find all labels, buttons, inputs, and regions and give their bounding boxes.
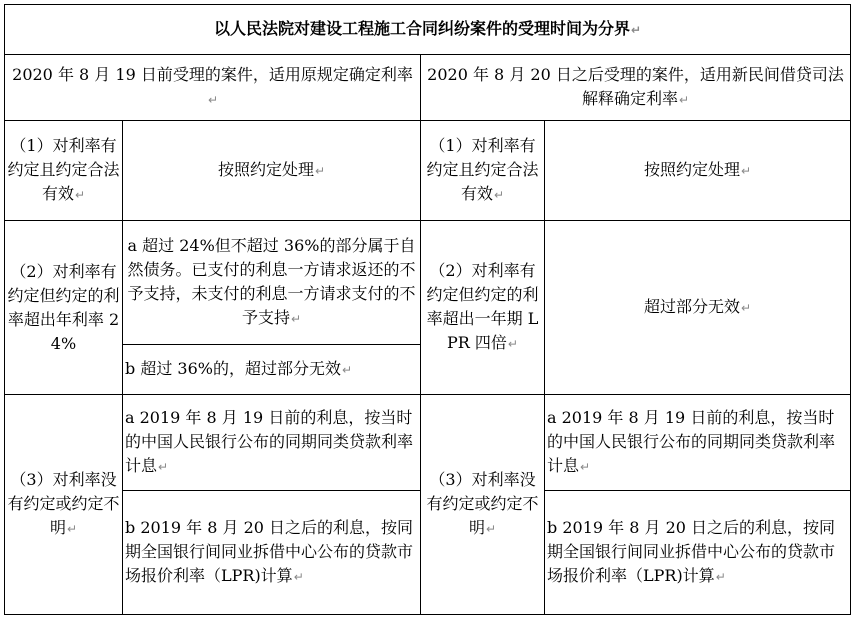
left-row3-b-text: b 2019 年 8 月 20 日之后的利息，按同期全国银行间同业拆借中心公布的贷款市场报价利率（LPR)计算 bbox=[125, 518, 414, 585]
left-row1-treatment-cell bbox=[123, 121, 421, 221]
left-row1-label: （1）对利率有约定且约定合法有效 bbox=[7, 136, 120, 203]
paragraph-mark-icon: ↵ bbox=[678, 93, 690, 107]
right-row2-treatment-cell bbox=[545, 221, 851, 395]
left-header: 2020 年 8 月 19 日前受理的案件，适用原规定确定利率 bbox=[12, 65, 413, 84]
left-row2-b-cell bbox=[123, 345, 421, 395]
paragraph-mark-icon: ↵ bbox=[74, 188, 86, 202]
left-row2-b-text: b 超过 36%的，超过部分无效 bbox=[125, 359, 341, 378]
title-row bbox=[5, 5, 851, 55]
paragraph-mark-icon: ↵ bbox=[158, 460, 169, 474]
paragraph-mark-icon: ↵ bbox=[580, 460, 591, 474]
right-row1-treatment-cell bbox=[545, 121, 851, 221]
right-row2-treatment: 超过部分无效 bbox=[643, 297, 740, 316]
interest-rate-table bbox=[4, 4, 851, 615]
right-row3-a-cell bbox=[545, 395, 851, 491]
paragraph-mark-icon: ↵ bbox=[493, 188, 505, 202]
right-row3-a-text: a 2019 年 8 月 19 日前的利息，按当时的中国人民银行公布的同期同类贷款利率计息 bbox=[547, 408, 836, 475]
left-row2-label-cell bbox=[5, 221, 123, 395]
left-row1-treatment: 按照约定处理 bbox=[217, 160, 314, 179]
paragraph-mark-icon: ↵ bbox=[507, 337, 518, 351]
interest-rate-table-document bbox=[4, 4, 850, 625]
paragraph-mark-icon: ↵ bbox=[341, 363, 353, 377]
left-row3-label-cell bbox=[5, 395, 123, 615]
left-row1-label-cell bbox=[5, 121, 123, 221]
paragraph-mark-icon: ↵ bbox=[293, 570, 304, 584]
right-row2-label: （2）对利率有约定但约定的利率超出一年期 LPR 四倍 bbox=[426, 261, 539, 352]
table-title-cell bbox=[5, 5, 851, 55]
header-row bbox=[5, 55, 851, 121]
right-row1-label-cell bbox=[421, 121, 545, 221]
left-row3-label: （3）对利率没有约定或约定不明 bbox=[7, 470, 120, 537]
right-row3-b-cell bbox=[545, 491, 851, 615]
left-header-cell bbox=[5, 55, 421, 121]
row-exceeds-rate-a bbox=[5, 221, 851, 345]
row-agreed-valid bbox=[5, 121, 851, 221]
row-no-agreement-a bbox=[5, 395, 851, 491]
paragraph-mark-icon: ↵ bbox=[207, 93, 219, 107]
right-row3-label: （3）对利率没有约定或约定不明 bbox=[426, 470, 539, 537]
paragraph-mark-icon: ↵ bbox=[630, 23, 642, 37]
left-row2-a-text: a 超过 24%但不超过 36%的部分属于自然债务。已支付的利息一方请求返还的不予支持，未支付的利息一方请求支付的不予支持 bbox=[127, 236, 416, 327]
right-row2-label-cell bbox=[421, 221, 545, 395]
right-row3-b-text: b 2019 年 8 月 20 日之后的利息，按同期全国银行间同业拆借中心公布的贷款市场报价利率（LPR)计算 bbox=[547, 518, 836, 585]
right-row1-treatment: 按照约定处理 bbox=[643, 160, 740, 179]
right-row3-label-cell bbox=[421, 395, 545, 615]
paragraph-mark-icon: ↵ bbox=[740, 301, 752, 315]
paragraph-mark-icon: ↵ bbox=[715, 570, 726, 584]
paragraph-mark-icon: ↵ bbox=[485, 522, 497, 536]
left-row3-a-cell bbox=[123, 395, 421, 491]
paragraph-mark-icon: ↵ bbox=[314, 164, 326, 178]
left-row3-a-text: a 2019 年 8 月 19 日前的利息，按当时的中国人民银行公布的同期同类贷款利率计息 bbox=[125, 408, 414, 475]
table-title: 以人民法院对建设工程施工合同纠纷案件的受理时间为分界 bbox=[213, 19, 630, 38]
right-header-cell bbox=[421, 55, 851, 121]
paragraph-mark-icon: ↵ bbox=[66, 522, 78, 536]
left-row2-label: （2）对利率有约定但约定的利率超出年利率 24% bbox=[7, 261, 120, 353]
right-row1-label: （1）对利率有约定且约定合法有效 bbox=[426, 136, 539, 203]
right-header: 2020 年 8 月 20 日之后受理的案件，适用新民间借贷司法解释确定利率 bbox=[427, 65, 844, 108]
paragraph-mark-icon: ↵ bbox=[740, 164, 752, 178]
paragraph-mark-icon: ↵ bbox=[290, 312, 302, 326]
left-row3-b-cell bbox=[123, 491, 421, 615]
left-row2-a-cell bbox=[123, 221, 421, 345]
